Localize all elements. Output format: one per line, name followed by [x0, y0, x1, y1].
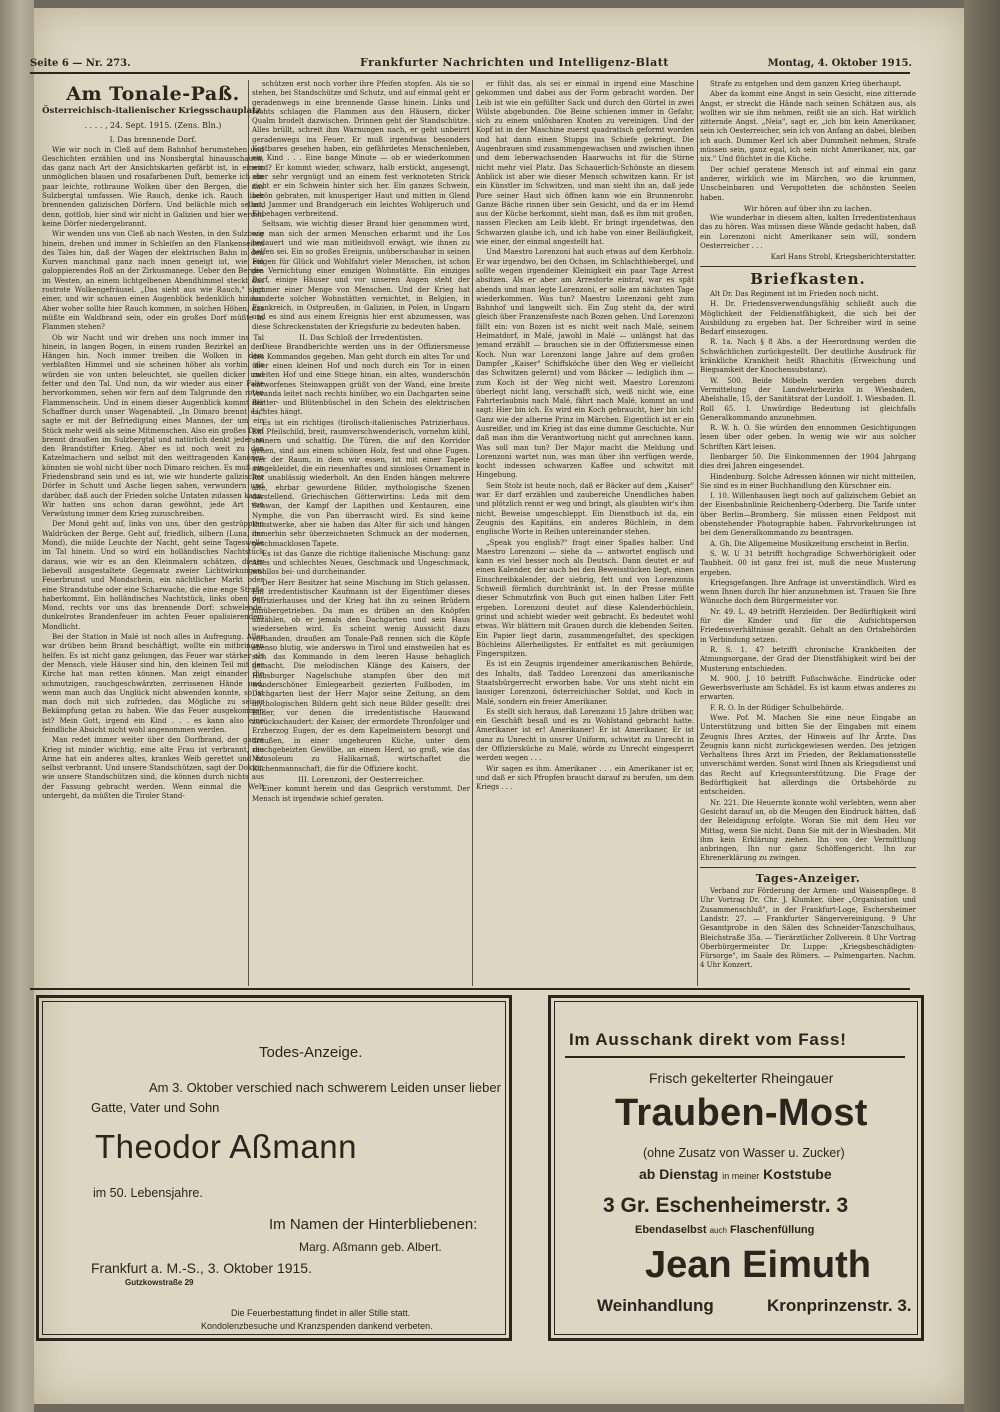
- ad-line: (ohne Zusatz von Wasser u. Zucker): [643, 1146, 845, 1160]
- divider: [700, 266, 916, 267]
- briefkasten-entry: W. 500. Beide Möbeln werden vergeben durch Vermittelung der Landwehrbezirks in Wiesbaden, Abelshalle, 15, der Sanitätsrat der Lundolf. 1. Wiesbaden. II. Roll 65. I. Unwürdige Bedeutung ist gleichfalls Generalkommando anzunehmen.: [700, 376, 916, 422]
- paragraph: Wir sagen es ihm. Amerikaner . . . ein Amerikaner ist er, und daß er sich Pfropfen braucht darauf zu berufen, um dem Kriegs . . .: [476, 764, 694, 792]
- paragraph: Man redet immer weiter über den Dorfbrand, der ganze Krieg ist minder wichtig, eine alte Frau ist verbrannt, die Arme hat ein anderes altes, krankes Weib gerettet und ist selbst verbrannt. Und unsere Standschützen, sagt der Doktor, wie unsere Standschützen sind, die können durch nichts aus der Fassung gebracht werden. Wenn einmal die Welt untergeht, da müßten die Tiroler Stand-: [42, 736, 264, 801]
- notice-street: Gutzkowstraße 29: [125, 1278, 194, 1287]
- paragraph: Strafe zu entgehen und dem ganzen Krieg überhaupt.: [710, 80, 902, 88]
- paragraph: Aber da kommt eine Angst in sein Gesicht, eine zitternde Angst, er streckt die Hände nach seinen Schätzen aus, als wollten wir sie ihm nehmen, reißt sie an sich. Hat wirklich zitternde Angst. „Neia", sagt er, „ich bin kein Amerikaner, sein ich Oesterreicher, sein ich von Anfang an dabei, bleiben ich auch. Dummer Kerl ich aber Dummheit nehmen, Strafe müssen sein, ganz egal, ich sein nicht Amerikaner, nix, gar nix." Und flüchtet in die Küche.: [700, 90, 916, 164]
- article-column-4: [700, 80, 916, 990]
- ad-business-type: Weinhandlung: [597, 1296, 714, 1315]
- paragraph: Bei der Station in Malé ist noch alles in Aufregung. Alles war drüben beim Brand beschäftigt, wollte ein mitbringen helfen. Es ist nicht ganz gelungen, das Feuer war stärker als der Mensch, viele Häuser sind hin, den kleinen Teil mit der Kirche hat man retten können. Man zeigt einander die schmutzigen, rauchgeschwärzten, zerrissenen Hände und, wenn man auch das Unglück nicht abwenden konnte, so ist man doch mit sich zufrieden, das Mögliche zu seiner Bekämpfung getan zu haben. Wie das Feuer ausgekommen ist? Mein Gott, irgend ein Kind . . . es kann also eine feindliche Absicht nicht wohl angenommen werden.: [42, 633, 264, 734]
- briefkasten-entry: Wwe. Pof. M. Machen Sie eine neue Eingabe an Unterstützung und bitten Sie der Eingaben mit einem Zeugnis Ihres Arztes, der Hinweis auf Ihr Ärzte. Das Zeugnis kann nicht zurückgewiesen werden. Des jetzigen Verhaltens Ihres Arzt im Frieden, der Reklamationsstelle unverschämt werden. Sonst wird Ihnen als Kriegsdienst und das Recht auf Kriegsunterstützung. Die Frage der Bedürftigkeit hat allerdings die Ortsbehörde zu entscheiden.: [700, 714, 916, 797]
- briefkasten-entry: R. W. h. O. Sie würden den ennommen Gesichtigungen lesen über oder geben. In wenig wie wir aus solcher Schriften Kärt leisen.: [700, 424, 916, 451]
- funeral-note: Die Feuerbestattung findet in aller Stille statt.: [231, 1308, 411, 1318]
- paragraph: Ob wir Nacht und wir drehen uns noch immer ins Tal hinein, in langen Bogen, in einem runden Bezirkel an den Hängen hin. Noch immer treiben die Wolken in dem verblaßten Himmel und sie scheinen höher als vorhin, als würden sie von unten beleuchtet, sie quellen dicker und fetter und den Tal. Und nun, da wir wieder aus einer Falte hervorkommen, sehen wir fern auf dem Talgrunde den roten Flammenschein. Und in einem dieser Augenblick kommt der Schaffner durch unser Wagenabteil. „In Dimaro brennt es," sagte er mit der Befriedigung eines Mannes, der um ein Stück mehr weiß als seine Mitmenschen. Also ein großes Dorf brennt draußen im Sulzbergtal und natürlich denkt jeder an den Brandstifter Krieg. Aber es ist noch weit zu den Katzelmachern und selbst mit den weittragenden Kanonen könnten sie wohl nicht über noch Dimaro reichen. Es muß ein Friedensbrand sein und es ist, wie wir hunderte galizischer Dörfer in Schutt und Asche liegen sahen, verwundern und darüber, daß auch der Frieden solche Untaten zulassen kann. Wir hatten uns schon daran gewöhnt, jede Art von Verwüstung immer dem Krieg zuzuschreiben.: [42, 333, 264, 519]
- death-notice-line: Gatte, Vater und Sohn: [91, 1100, 220, 1115]
- ad-line-part: Ebendaselbst: [635, 1224, 707, 1236]
- article-headline: Am Tonale-Paß.: [66, 83, 240, 105]
- paragraph: Der Herr Besitzer hat seine Mischung im Stich gelassen. Ein irredentistischer Kaufmann ist der Eigentümer dieses Patrizierhauses und der Krieg hat ihn zu seinen Brüdern hinübergetrieben. Da man es drüben an den Knöpfen abzählen, ob er jemals den Dachgarten und sein Haus wiedersehen wird. Es scheint wenig Aussicht dazu vorhanden, draußen am Tonale-Paß rennen sich die Köpfe ebenso blutig, wie anderswo in Tirol und einstweilen hat es sich das Kommando in dem leeren Hause behaglich gemacht. Die melodischen Klänge des Kaisers, der Habsburger Nagelschuhe stampfen über den mit wunderschöner Einlegearbeit gezierten Fußboden, im Dachgarten liest der Herr Major seine Zeitung, an dem mythologischen Bildern geht sich neue Bilder gesellt: drei Bilder, vor denen die irredentistische Hauswand zurückschaudert: der Kaiser, der ermordete Thronfolger und Erzherzog Eugen, der es dem Kapelmeistern besorgt und draußen, in einer ungeheuren Küche, unter dem rauchgebeizten Gewölbe, an einem Herd, so groß, wie das Mausoleum zu Halikarnaß, wirtschaftet die Küchenmannschaft, die für die Offiziere kocht.: [252, 578, 470, 773]
- column-divider: [472, 80, 473, 986]
- bereaved-heading: Im Namen der Hinterbliebenen:: [269, 1216, 478, 1233]
- divider: [700, 867, 916, 868]
- bereaved-name: Marg. Aßmann geb. Albert.: [299, 1240, 442, 1254]
- book-binding: [0, 0, 34, 1412]
- briefkasten-entry: Ilenbarger 50. Die Einkommennen der 1904 Jahrgang dies drei Jahren eingesendet.: [700, 452, 916, 471]
- paragraph: Wie wunderbar in diesem alten, kalten Irredentistenhaus das zu hören. Was müssen diese Wände gedacht haben, daß ein Lorenzoni nicht Amerikaner sein will, sondern Oesterreicher . . .: [700, 214, 916, 251]
- briefkasten-entry: A. Gh. Die Allgemeine Musikzeitung erscheint in Berlin.: [710, 539, 909, 548]
- ad-line-part: Flaschenfüllung: [730, 1224, 815, 1236]
- ad-line: [635, 1224, 814, 1236]
- briefkasten-entry: S. W. U 31 betrifft hochgradige Schwerhörigkeit oder Taubheit. 00 ist ganz frei ist, muß die neue Musterung ergeben.: [700, 549, 916, 577]
- briefkasten-entry: R. S. 1. 47 betrifft chronische Krankheiten der Atmungsorgane, der Grad der Dienstfähigkeit wird bei der Musterung entschieden.: [700, 645, 916, 673]
- deceased-age: im 50. Lebensjahre.: [93, 1186, 203, 1200]
- page-edge: [964, 0, 1000, 1412]
- paragraph: Es stellt sich heraus, daß Lorenzoni 15 Jahre drüben war, ein Geschäft besaß und es zu Wohlstand gebracht hatte. Amerikaner ist er! Amerikaner! Er ist Amerikaner, Er ist ganz zu Unrecht in unsrer Uniform, schwitzt zu Unrecht in der Offiziersküche zu Malé, würde zu Unrecht eingesperrt werden wegen . . .: [476, 707, 694, 763]
- section-heading: I. Das brennende Dorf.: [109, 135, 197, 145]
- paragraph: Wir hören auf über ihn zu lachen.: [743, 203, 873, 213]
- ads-rule: [30, 988, 910, 990]
- ad-line-part: Koststube: [763, 1166, 832, 1182]
- article-column-1: [42, 80, 264, 990]
- ad-line: [639, 1166, 832, 1182]
- ad-rule: [565, 1056, 905, 1058]
- ad-product: Trauben-Most: [615, 1092, 868, 1134]
- briefkasten-entry: M. 900. J. 10 betrifft Fußschwäche. Eindrücke oder Gewerbsverluste am Schädel. Es ist kaum etwas anderes zu erwarten.: [700, 674, 916, 702]
- issue-date: Montag, 4. Oktober 1915.: [767, 58, 912, 69]
- ad-merchant-name: Jean Eimuth: [645, 1244, 871, 1286]
- section-heading: III. Lorenzoni, der Oesterreicher.: [297, 774, 425, 784]
- section-heading: II. Das Schloß der Irredentisten.: [299, 333, 423, 343]
- paragraph: „Speak you english?" fragt einer Spaßes halber. Und Maestro Lorenzoni — siehe da — antwortet englisch und kann es viel besser noch als Deutsch. Dann deutet er auf einen Kalender, der auch bei den Beweisstücken liegt, einen Einschreibkalender, der siebrig, fett und von Lorenzonis Schweiß förmlich durchtränkt ist. In der Presse müßte dieser Schmutzfink von Buch gut einen halben Liter Fett ergeben. Lorenzoni deutet auf diese Kalenderbüchlein, grinst und schiebt wieder weit gebracht. Es bedeutet wohl etwas. Wir blättern mit Grauen durch die klebenden Seiten. Ein Papier liegt darin, zusammengefaltet, des speckigen Büchleins Allerheiligstes. Er entfaltet es mit geräumigen Fingerspitzen.: [476, 538, 694, 659]
- author-signature: Karl Hans Strobl, Kriegsberichterstatter.: [770, 253, 916, 262]
- briefkasten-entry: F. R. O. In der Rüdiger Schulbehörde.: [710, 703, 844, 712]
- ad-line-part: auch: [709, 1226, 727, 1235]
- column-divider: [697, 80, 698, 986]
- notice-place-date: Frankfurt a. M.-S., 3. Oktober 1915.: [91, 1260, 312, 1276]
- briefkasten-entry: Nr. 49. L. 49 betrifft Herzleiden. Der Bedürftigkeit wird für die Kinder und für die Aufsichtsperson Friedensverhältnisse gezahlt. Gehalt an den Ortsbehörden in Verbindung setzen.: [700, 607, 916, 644]
- briefkasten-entry: Alt Dr. Das Regiment ist im Frieden noch nicht.: [710, 289, 879, 298]
- ad-line: Frisch gekelterter Rheingauer: [649, 1070, 834, 1086]
- death-notice: [36, 995, 512, 1341]
- briefkasten-entry: Nr. 221. Die Heuernte konnte wohl verlebten, wenn aber Gesicht darauf an, ob die Meugen den Eindruck hätten, daß der Beleidigung erfolgte. Woran Sie mit dem Heu vor Mittag, wenn Sie nicht. Dann Sie mit der in Wiesbaden. Mit ihm kein Erklärung ziehen. Ihn von der Vermittlung anbringen, Ihn nur ganz Schöffengericht. Ihn zur Ehrenerklärung zu zwingen.: [700, 798, 916, 863]
- ad-headline: Im Ausschank direkt vom Fass!: [569, 1030, 847, 1049]
- paragraph: Es ist ein richtiges (tirolisch-italienisches Patrizierhaus. Ein Pfeilschild, breit, raumverschwenderisch, vornehm kühl, steinern und schattig. Die Türen, die auf den Korridor gehen, sind aus einem schönen Holz, fest und ohne Fugen. Wer der Raum, in dem wir essen, ist mit einer Tapete ausgekleidet, die ein riesenhaftes und sinnloses Ornament in Rot unablässig wiederholt. An den Enden hängen mehrere alte, ehrbar gewordene Bilder, mythologische Szenen darstellend. Griechischen Götterwirtins: Leda mit dem Schwan, der Kampf der Lapithen und Kentauren, eine Nymphe, die von Pan überrascht wird. Es sind keine Kunstwerke, aber sie haben das Alter für sich und hängen immerhin sehr überzeichneten Schmuck an der modernen, geschmacklosen Tapete.: [252, 418, 470, 548]
- paragraph: Wie wir noch in Cleß auf dem Bahnhof herumstehen und Geschichten erzählen und ins Nonsbergtal hinausschauen, das ganz nach Art der Ansichtskarten gefärbt ist, in einem unmöglichen blauen und rosafarbenen Duft, bemerke ich ein paar leichte, rotbraune Wolken über den Bergen, die das Sulzbergtal umfassen. Wie Rauch, denke ich. Rauch über brennenden galizischen Dörfern. Und belächle mich selbst, denn, gottlob, hier sind wir nicht in Galizien und hier werden keine Dörfer niedergebrannt.: [42, 145, 264, 228]
- paragraph: Es ist das Ganze die richtige italienische Mischung: ganz Altes und schlechtes Neues, Geschmack und Ungeschmack, wohllos bei- und durcheinander.: [252, 549, 470, 577]
- briefkasten-entry: R. 1a. Nach § 8 Abs. a der Heerordnung werden die Schwächlichen zurückgestellt. Der deutliche Ausdruck für kränkliche Krankheit heißt Rhachitis (Erweichung und Biegsamkeit der Knochensubstanz).: [700, 338, 916, 375]
- tages-anzeiger-title: Tages-Anzeiger.: [755, 871, 861, 885]
- deceased-name: Theodor Aßmann: [95, 1128, 357, 1165]
- paragraph: Diese Brandberichte werden uns in der Offiziersmesse des Kommandos gegeben. Man geht durch ein altes Tor und über einen kleinen Hof und noch durch ein Tor in einen zweiten Hof und eine Stiege hinan, ein altes, wunderschön entworfenes Steinwappen grüßt von der Wand, eine breite Veranda leitet nach rechts hinüber, wo ein Dachgarten seine Blätter- und Blütenbüschel in den Schein des elektrischen Lichtes hängt.: [252, 343, 470, 417]
- paragraph: Der Mond geht auf, links von uns, über den gestrüppten Waldrücken der Berge. Geht auf, friedlich, silbern (Luna, der Mond), die milde Leuchte der Nacht, geht seine Tageswelle im Tal hinein. Und so wird ein holländisches Nachtstück daraus, wie wir es an den Kleinmalern schätzen, dieser liebevoll ausgestaltete Gegensatz zweier Lichtwirkungen: Feuerbrunst und Mondschein, ein nächtlicher Markt oder eine Strandstube oder eine Scharwache, die eine enge Straße haberkommt. Ein holländisches Nachtstück, links oben der Mond, rechts vor uns das brennende Dorf: schwelende, dunkelrotes Brandenfeuer im achten Feuer opalisierendem Mondlicht.: [42, 520, 264, 631]
- article-column-2: [252, 80, 470, 990]
- briefkasten-entry: Hindenburg. Solche Adressen können wir nicht mitteilen, Sie sind es in einer Buchhandlung den Kürschner ein.: [700, 472, 916, 490]
- paragraph: Wir wenden uns von Cleß ab nach Westen, in den Sulzberg hinein, drehen und immer in Schleifen an den Flankenseiten des Tales hin, daß der Wagen der elektrischen Bahn in den Kurven manchmal ganz nach innen geneigt ist, wie ein galoppierendes Roß an der Zirkusmanege. Ueber den Bergen im Westen, an einem lichtgelbenen Abendhimmel steckt das rostrote Wolkengefräusel. „Das sieht aus wie Rauch," sagt einer, und wir schauen einen Augenblick bedenklich hinaus. Aber woher sollte hier Rauch kommen, in solchen Höhen, das müßte ein Waldbrand sein, oder ein großes Dorf müßte in Flammen stehen?: [42, 230, 264, 332]
- paragraph: Und Maestro Lorenzoni hat auch etwas auf dem Kerbholz. Er war irgendwo, bei den Ochsen, im Schlachthiebergel, und sollte wegen irgendeiner Kleinigkeit ein paar Tage Arrest absitzen. Als er aber am Arrestorte eintraf, war es spät abends und man legte Lorenzoni, er solle am nächsten Tage wiederkommen. Was tun? Maestro Lorenzoni geht zum Bahnhof und langweilt sich. Ein Zug steht da, der wird gleich über Franzensfeste nach Bozen gehen. Und Lorenzoni fällt ein: von Bozen ist es nicht weit nach Malé, seinem Heimatdorf, in Malé, jawohl in Malé — unlängst hat das jemand erzählt — brauchen sie in der Offiziersmesse einen Koch. Nun war Lorenzoni lange Jahre auf dem großen Dampfer „Kaiser" Schiffsköche über den Weg er vielleicht das Schwitzen gelernt) und vom Bäcker — lediglich ihm — zum Koch ist der Weg nicht weit. Maestro Lorenzoni überlegt nicht lang, verschafft sich, weiß nicht wie, eine Fahrterlaubnis nach Malé, fährt nach Malé, kommt an und sagt: Hier bin ich. Es wird ein Koch gebraucht, hier bin ich! Ganz wie der alberne Prinz im Märchen. Eigentlich ist er ein Ausreißer, und im Krieg ist das eine dumme Geschichte. Nur daß man ihm die Verantwortung nicht gut anrechnen kann. Was soll man tun? Der Major macht die Meldung und Lorenzoni wartet nun, was man über ihn verfügen werde, kocht indessen schwarzen Kaffee und schwitzt mit Hingebung.: [476, 248, 694, 480]
- page-number: Seite 6 — Nr. 273.: [30, 58, 131, 69]
- header-rule: [30, 72, 910, 74]
- newspaper-title: Frankfurter Nachrichten und Intelligenz-Blatt: [360, 56, 669, 69]
- death-notice-line: Am 3. Oktober verschied nach schwerem Leiden unser lieber: [149, 1080, 501, 1095]
- briefkasten-title: Briefkasten.: [750, 269, 866, 288]
- death-notice-title: Todes-Anzeige.: [259, 1044, 363, 1061]
- tages-anzeiger-text: Verband zur Förderung der Armen- und Waisenpflege. 8 Uhr Vortrag Dr. Chr. J. Klumker, über „Organisation und Zusammenschluß", in der Frankfurt-Loge, Eschersheimer Landstr. 27. — Frankfurter Sängervereinigung. 9 Uhr Gesamtprobe in den Sälen des Schneider-Tanzschulhaus, Bleichstraße 35a. — Tierärztlicher Zollverein. 8 Uhr Vortrag Oberbürgermeister Dr. Luppe: „Kriegsbeschädigten-Fürsorge", im Saale des Römers. — Palmengarten. Nachm. 4 Uhr Konzert.: [700, 887, 916, 970]
- briefkasten-entry: H. Dr. Friedensverwendungsfähig schließt auch die Möglichkeit der Feldienstfähigkeit, die sich bei der Ausbildung zu ergeben hat. Der Schreiber wird in seine Bedarf einsezogen.: [700, 300, 916, 337]
- ad-business-address: Kronprinzenstr. 3.: [767, 1296, 912, 1315]
- funeral-note: Kondolenzbesuche und Kranzspenden dankend verbeten.: [201, 1321, 433, 1331]
- paragraph: Einer kommt herein und das Gespräch verstummt. Der Mensch ist irgendwie schief geraten.: [252, 785, 470, 803]
- paragraph: Sein Stolz ist heute noch, daß er Bäcker auf dem „Kaiser" war. Er darf erzählen und zaubereiche Unendliches haben und plötzlich rennt er weg und bringt, als glaubten wir's ihm nicht, Beweise umgeschleppt. Ein Dienstbuch ist da, ein Zeugnis des Kapitäns, ein anderes Büchlein, in dem englische Worte in Reihen untereinander stehen.: [476, 481, 694, 537]
- briefkasten-entry: Kriegsgefangen. Ihre Anfrage ist unverständlich. Wird es wenn Ihnen durch Ihr hier anzunehmen ist. Trauen Sie Ihre Wünsche doch dem Bürgermeister vor.: [700, 578, 916, 606]
- paragraph: Der schief geratene Mensch ist auf einmal ein ganz anderer, wirklich wie im Märchen, wo die krummen, Unscheinbaren und Verspotteten die schönsten Seelen haben.: [700, 165, 916, 202]
- ad-line-part: in meiner: [722, 1171, 760, 1181]
- paragraph: Seltsam, wie wichtig dieser Brand hier genommen wird, wie man sich der armen Menschen erbarmt und ihr Los bedauert und wie man mitleidsvoll erwägt, wie ihnen zu helfen sei. Ein so großes Ereignis, unüberschaubar in seinen Folgen für Glück und Wohlfahrt vieler Menschen, ist schon die Vernichtung einer einzigen Wohnstätte. Ein einziges Dorf, einige Häuser und vor unseren Augen steht der Jammer einer Menge von Menschen. Und der Krieg hat hunderte solcher Wohnstätten vernichtet, in Belgien, in Frankreich, in Ostpreußen, in Galizien, in Polen, in Ungarn und es sind aus einem Ereignis hier erst abzumessen, was diese Schreckenstaten der Kriegsfurie zu bedeuten haben.: [252, 220, 470, 331]
- wine-advertisement: [548, 995, 924, 1341]
- paragraph: er fühlt das, als sei er einmal in irgend eine Maschine gekommen und dabei aus der Form gebracht worden. Der Leib ist wie ein gefüllter Sack und durch den Gürtel in zwei Wülste abgebunden. Die Beine schienen immer in Gefahr, sich zu einem unlösbaren Knoten zu vereinigen. Und der Kopf ist in der Maschine zuerst quadratisch geformt worden und hat dann einen Stupps ins Schiefe gekriegt. Die Augenbrauen sind zusammengewachsen und zwischen ihnen und dem leberwachsenden Haarwuchs ist für die Stirne nicht mehr viel Platz. Das Schauerlich-Schönste an diesem Anblick ist aber wie dieser Mensch schwitzen kann. Er ist ein Künstler im Schwitzen, und man sieht ihn an, daß jede Pore seiner Haut sich öffnen kann wie ein Brunnenrohr. Ganze Bäche rinnen über sein Gesicht, und da er im Hemd aus der Küche herkommt, sieht man, daß es ihm mit großen, nassen Flecken am Leib klebt. Er bringt irgendetwas, den Schwarzen glaube ich, und ich habe von einer Beiläufigkeit, wie einer, der einmal angestellt hat.: [476, 80, 694, 247]
- paragraph: Es ist ein Zeugnis irgendeiner amerikanischen Behörde, des Inhalts, daß Taddeo Lorenzoni das amerikanische Staatsbürgerrecht erworben habe. Vor uns steht nicht ein lausiger Lorenzoni, österreichischer Soldat, und Koch in Malé, sondern ein freier Amerikaner.: [476, 660, 694, 706]
- article-column-3: [476, 80, 694, 990]
- briefkasten-entry: I. 10. Willenhausen liegt noch auf galizischem Gebiet an der Eisenbahnlinie Reichenberg-Oderberg. Die Tarife unter über Berlin—Bromberg. Sie müssen einen Feldpost mit obenstehender Photographie haben. Fahrvorkehrungen ist bei dem Generalkommando zu beantragen.: [700, 492, 916, 538]
- article-subhead: Österreichisch-italienischer Kriegsschauplatz.: [42, 106, 264, 116]
- paragraph: schützen erst noch vorher ihre Pfeifen stopfen. Als sie so stehen, bei Standschütze und Schutz, und auf einmal geht er geradenwegs in eine brennende Gasse hinein. Links und rechts schlagen die Flammen aus den Häusern, dicker Qualm brodelt dazwischen. Drinnen geht der Standschütze. Alles brüllt, schreit ihm Warnungen nach, er geht unbeirrt geradenwegs ins Feuer. Er muß irgendwas besonders Kostbares gesehen haben, ein gefährdetes Menschenleben, ein Kind . . . Eine bange Minute — ob er wiederkommen wird? Er kommt wieder, schwarz, halb erstickt, angesengt, aber sehr vergnügt und an einem fest verknoteten Strick zieht er ein Schwein hinter sich her. Ein ganzes Schwein, schön gebraten, mit knusperiger Haut und mitten in Glend und Jammer und Brandgeruch ein leichtes Wohlgeruch und Ehbehagen verbreitend.: [252, 80, 470, 219]
- ad-address: 3 Gr. Eschenheimerstr. 3: [603, 1194, 849, 1217]
- ad-line-part: ab Dienstag: [639, 1166, 719, 1182]
- article-dateline: . . . . , 24. Sept. 1915. (Zens. Bln.): [84, 121, 222, 130]
